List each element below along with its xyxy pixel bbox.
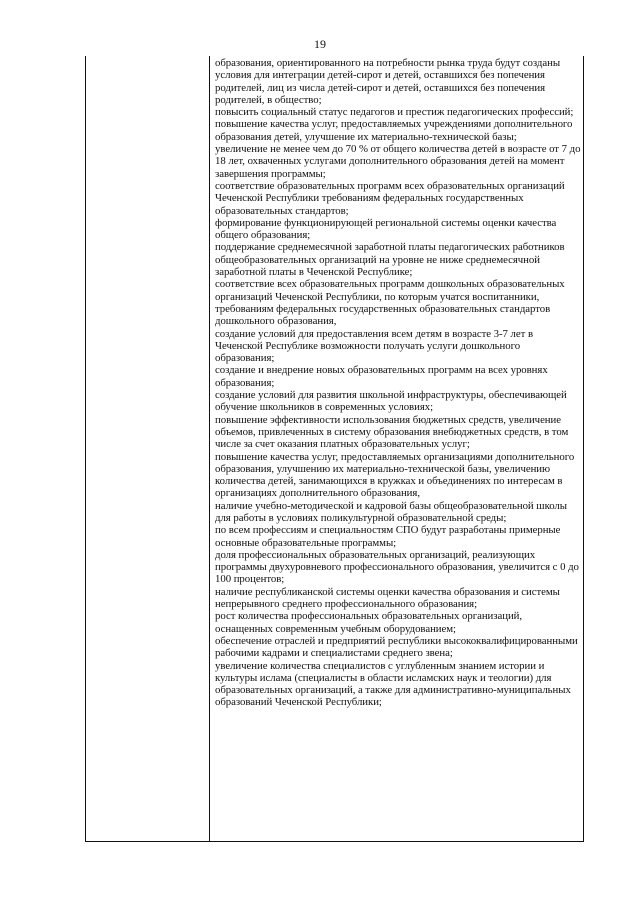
list-item: увеличение не менее чем до 70 % от общего количества детей в возрасте от 7 до 18 лет, охваченных услугами дополнительного образования детей на момент завершения программы; (215, 143, 581, 180)
list-item: доля профессиональных образовательных организаций, реализующих программы двухуровневого профессионального образования, увеличится с 0 до 100 процентов; (215, 548, 579, 586)
list-item: увеличение количества специалистов с углубленным знанием истории и культуры ислама (специалисты в области исламских наук и теологии) для образовательных организаций, а также для административно-муниципальных образований Чеченской Республики; (215, 659, 571, 709)
list-item: по всем профессиям и специальностям СПО будут разработаны примерные основные образовательные программы; (215, 524, 561, 549)
list-item: повышение эффективности использования бюджетных средств, увеличение объемов, привлеченных в систему образования внебюджетных средств, в том числе за счет оказания платных образовательных услуг; (215, 413, 569, 451)
list-item: образования, ориентированного на потребности рынка труда будут созданы условия для интеграции детей-сирот и детей, оставшихся без попечения родителей, лиц из числа детей-сирот и детей, оставшихся без попечения родителей, в общество; (215, 57, 561, 106)
column-divider (209, 56, 210, 841)
list-item: повысить социальный статус педагогов и престиж педагогических профессий; (215, 106, 574, 119)
list-item: наличие учебно-методической и кадровой базы общеобразовательной школы для работы в условиях поликультурной образовательной среды; (215, 499, 567, 524)
list-item: обеспечение отраслей и предприятий республики высококвалифицированными рабочими кадрами и специалистами среднего звена; (215, 634, 578, 660)
list-item: повышение качества услуг, предоставляемых организациями дополнительного образования, улучшению их материально-технической базы, увеличению количества детей, занимающихся в кружках и объединениях по интересам в организациях дополнительного образования, (215, 450, 575, 500)
page-number: 19 (314, 37, 326, 51)
list-item: формирование функционирующей региональной системы оценки качества общего образования; (215, 216, 557, 242)
list-item: создание условий для предоставления всем детям в возрасте 3-7 лет в Чеченской Республике возможности получать услуги дошкольного образования; (215, 327, 534, 365)
list-item: наличие республиканской системы оценки качества образования и системы непрерывного среднего профессионального образования; (215, 585, 560, 611)
list-item: поддержание среднемесячной заработной платы педагогических работников общеобразовательных организаций на уровне не ниже среднемесячной заработной платы в Чеченской Республике; (215, 241, 565, 279)
list-item: соответствие образовательных программ всех образовательных организаций Чеченской Республики требованиям федеральных государственных образовательных стандартов; (215, 179, 565, 217)
list-item: рост количества профессиональных образовательных организаций, оснащенных современным учебным оборудованием; (215, 610, 523, 635)
table-right-cell (215, 57, 581, 709)
list-item: повышение качества услуг, предоставляемых учреждениями дополнительного образования детей, улучшение их материально-технической базы; (215, 118, 573, 143)
list-item: создание условий для развития школьной инфраструктуры, обеспечивающей обучение школьников в современных условиях; (215, 389, 567, 414)
document-table (85, 56, 584, 842)
list-item: создание и внедрение новых образовательных программ на всех уровнях образования; (215, 364, 548, 389)
list-item: соответствие всех образовательных программ дошкольных образовательных организаций Чеченской Республики, по которым учатся воспитанники, требованиям федеральных государственных образовательных стандартов дошкольного образования, (215, 278, 565, 328)
table-left-cell (86, 56, 209, 841)
